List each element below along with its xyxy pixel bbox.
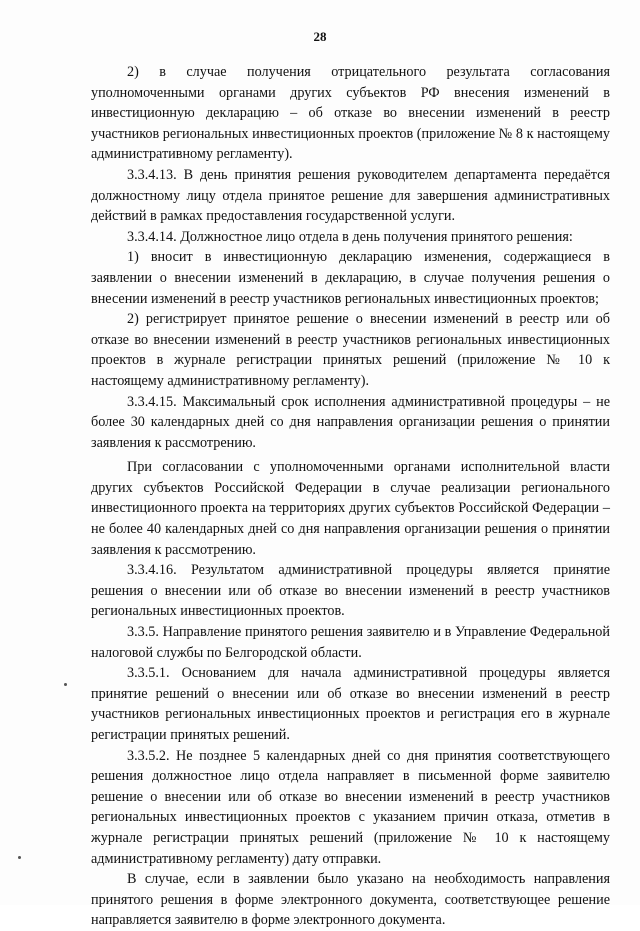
paragraph-item-1-enter-changes: 1) вносит в инвестиционную декларацию изменения, содержащиеся в заявлении о внесении изменений в декларацию, в случае получения решения о внесении изменений в реестр участников региональных инвестиционных проектов;	[91, 249, 610, 307]
paragraph-3-3-4-13: 3.3.4.13. В день принятия решения руководителем департамента передаётся должностному лицу отдела принятое решение для завершения административных действий в рамках предоставления государственной услуги.	[91, 166, 610, 225]
paragraph-3-3-4-14: 3.3.4.14. Должностное лицо отдела в день получения принятого решения:	[127, 228, 573, 245]
paragraph-electronic-document: В случае, если в заявлении было указано на необходимость направления принятого решения в форме электронного документа, соответствующее решение направляется заявителю в форме электронного документа.	[91, 871, 610, 929]
paragraph-item-2-negative-approval: 2) в случае получения отрицательного результата согласования уполномоченными органами других субъектов РФ внесения изменений в инвестиционную декларацию – об отказе во внесении изменений в реестр участников региональных инвестиционных проектов (приложение № 8 к настоящему административному регламенту).	[91, 64, 610, 163]
document-body	[91, 62, 610, 931]
paragraph-3-3-4-16: 3.3.4.16. Результатом административной процедуры является принятие решения о внесении или об отказе во внесении изменений в реестр участников региональных инвестиционных проектов.	[91, 562, 610, 620]
paragraph-3-3-5-2: 3.3.5.2. Не позднее 5 календарных дней со дня принятия соответствующего решения должностное лицо отдела направляет в письменной форме заявителю решение о внесении или об отказе во внесении изменений в реестр участников региональных инвестиционных проектов с указанием причин отказа, отметив в журнале регистрации принятых решений (приложение № 10 к настоящему административному регламенту) дату отправки.	[91, 747, 610, 867]
paragraph-3-3-4-15: 3.3.4.15. Максимальный срок исполнения административной процедуры – не более 30 календарных дней со дня направления организации решения о принятии заявления к рассмотрению.	[91, 393, 610, 451]
paragraph-item-2-register-decision: 2) регистрирует принятое решение о внесении изменений в реестр или об отказе во внесении изменений в реестр участников региональных инвестиционных проектов в журнале регистрации принятых решений (приложение № 10 к настоящему административному регламенту).	[91, 311, 610, 389]
scan-speck	[18, 856, 21, 859]
paragraph-3-3-5: 3.3.5. Направление принятого решения заявителю и в Управление Федеральной налоговой службы по Белгородской области.	[91, 624, 610, 661]
scan-speck	[64, 683, 67, 686]
paragraph-3-3-5-1: 3.3.5.1. Основанием для начала административной процедуры является принятие решений о внесении или об отказе во внесении изменений в реестр участников региональных инвестиционных проектов и регистрация его в журнале регистрации принятых решений.	[91, 665, 610, 743]
page-number: 28	[313, 29, 327, 44]
paragraph-other-subjects-approval: При согласовании с уполномоченными органами исполнительной власти других субъектов Российской Федерации в случае реализации регионального инвестиционного проекта на территориях других субъектов Российской Федерации – не более 40 календарных дней со дня направления организации решения о принятии заявления к рассмотрению.	[91, 459, 610, 558]
